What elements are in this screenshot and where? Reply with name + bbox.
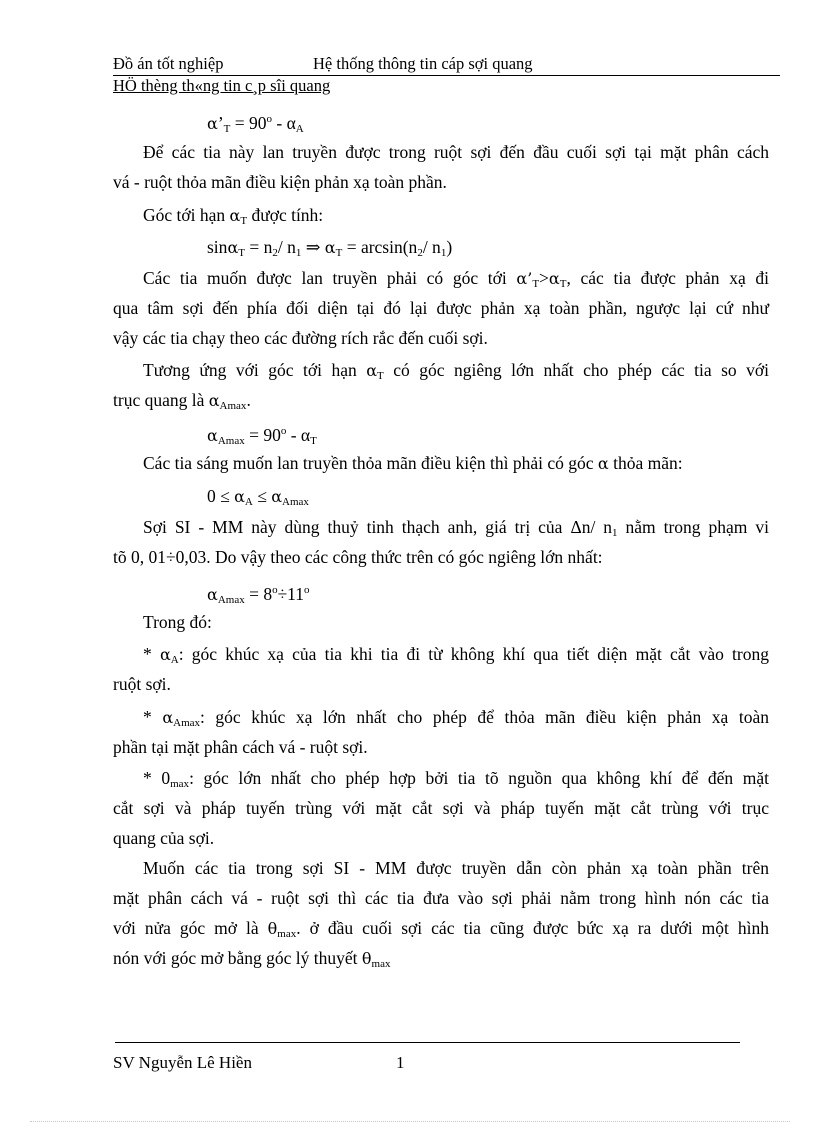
paragraph-line: qua tâm sợi đến phía đối diện tại đó lại được phản xạ toàn phần, ngược lại cứ như [113, 298, 769, 318]
paragraph-line: tõ 0, 01÷0,03. Do vậy theo các công thức trên có góc ngiêng lớn nhất: [113, 547, 603, 567]
paragraph-line: mặt phân cách vá - ruột sợi thì các tia đưa vào sợi phải nằm trong hình nón các tia [113, 888, 769, 908]
paragraph-line: với nửa góc mở là $\theta_{max}$. ở đầu cuối sợi các tia cũng được bức xạ ra dưới một hình [113, 918, 769, 940]
footer-rule [115, 1042, 740, 1043]
paragraph-line: nón với góc mở bằng góc lý thuyết $\theta_{max}$ [113, 948, 391, 970]
header-title: Hệ thống thông tin cáp sợi quang [313, 54, 533, 73]
paragraph-line: trục quang là $\alpha_{Amax}$. [113, 390, 251, 412]
list-item-line: phần tại mặt phân cách vá - ruột sợi. [113, 737, 368, 757]
paragraph-line: Tương ứng với góc tới hạn $\alpha_T$ có góc ngiêng lớn nhất cho phép các tia so với [143, 360, 769, 382]
header-garbled-title: HÖ thèng th«ng tin c¸p sîi quang [113, 76, 331, 95]
list-item: * $0_{max}$: góc lớn nhất cho phép hợp bởi tia tõ nguồn qua không khí để đến mặt [143, 768, 769, 790]
equation-critical-angle: $\sin\alpha_T = n_2/$ $n_1$ ⇒ $\alpha_T = \arcsin(n_2/$ $n_1$) [207, 237, 453, 259]
equation-alpha-amax: $\alpha_{Amax} = 90^o - \alpha_T$ [207, 424, 317, 447]
list-item: * $\alpha_A$: góc khúc xạ của tia khi tia đi từ không khí qua tiết diện mặt cắt vào trong [143, 644, 769, 666]
paragraph-line: Muốn các tia trong sợi SI - MM được truyền dẫn còn phản xạ toàn phần trên [143, 858, 769, 878]
paragraph-line: Các tia sáng muốn lan truyền thỏa mãn điều kiện thì phải có góc α thỏa mãn: [143, 453, 683, 473]
paragraph-line: vậy các tia chạy theo các đường rích rắc đến cuối sợi. [113, 328, 488, 348]
paragraph-line: Trong đó: [143, 612, 212, 632]
list-item-line: ruột sợi. [113, 674, 171, 694]
list-item-line: cắt sợi và pháp tuyến trùng với mặt cắt sợi và pháp tuyến mặt cắt trùng với trục [113, 798, 769, 818]
equation-alpha-prime: $\alpha’_T = 90^o - \alpha_A$ [207, 112, 304, 135]
footer-author: SV Nguyễn Lê Hiền [113, 1053, 252, 1072]
equation-inequality: $0 \le \alpha_A \le \alpha_{Amax}$ [207, 486, 309, 508]
paragraph-line: vá - ruột thỏa mãn điều kiện phản xạ toàn phần. [113, 172, 447, 192]
paragraph-line: Để các tia này lan truyền được trong ruột sợi đến đầu cuối sợi tại mặt phân cách [143, 142, 769, 162]
paragraph-line: Các tia muốn được lan truyền phải có góc tới $\alpha’_T>\alpha_T$, các tia được phản xạ đi [143, 268, 770, 290]
paragraph-line: Góc tới hạn $\alpha_T$ được tính: [143, 205, 324, 227]
footer-page-number: 1 [396, 1053, 405, 1072]
header-thesis-label: Đồ án tốt nghiệp [113, 54, 224, 73]
page-break-line [30, 1121, 790, 1122]
page-header [113, 53, 780, 76]
paragraph-line: Sợi SI - MM này dùng thuỷ tinh thạch anh, giá trị của Δn/ $n_1$ nằm trong phạm vi [143, 517, 770, 539]
list-item: * $\alpha_{Amax}$: góc khúc xạ lớn nhất cho phép để thỏa mãn điều kiện phản xạ toàn [143, 707, 769, 729]
equation-amax-range: $\alpha_{Amax} = 8^o\div 11^o$ [207, 583, 310, 606]
list-item-line: quang của sợi. [113, 828, 215, 848]
